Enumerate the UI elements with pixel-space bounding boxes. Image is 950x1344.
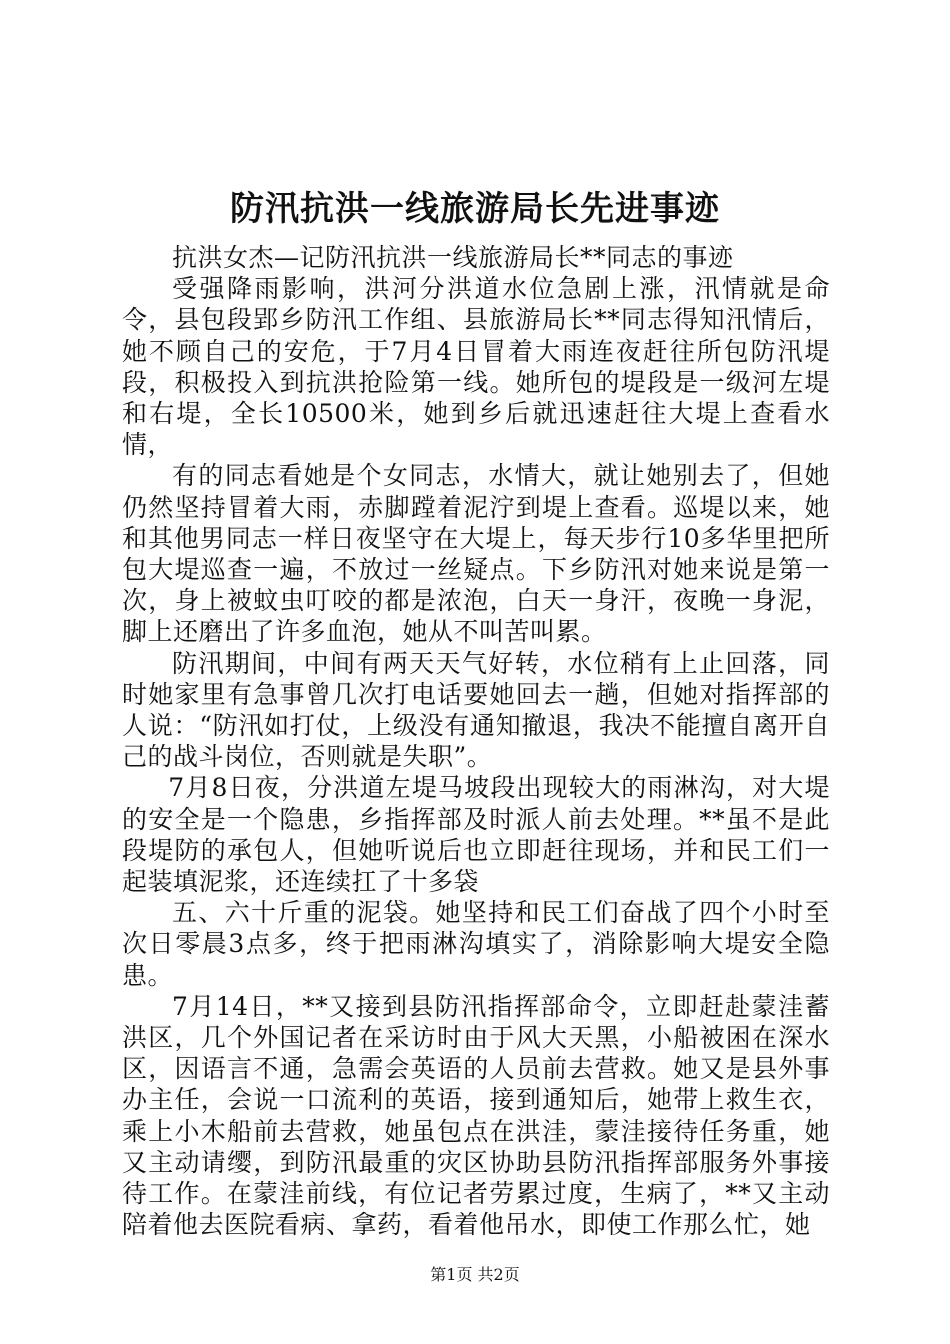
body-paragraph: 防汛期间，中间有两天天气好转，水位稍有上止回落，同时她家里有急事曾几次打电话要她回去一趟，但她对指挥部的人说：“防汛如打仗，上级没有通知撤退，我决不能擅自离开自己的战斗岗位，否则就是失职”。	[122, 648, 830, 772]
document-title: 防汛抗洪一线旅游局长先进事迹	[230, 189, 720, 229]
body-paragraph: 有的同志看她是个女同志，水情大，就让她别去了，但她仍然坚持冒着大雨，赤脚蹚着泥泞到堤上查看。巡堤以来，她和其他男同志一样日夜坚守在大堤上，每天步行10多华里把所包大堤巡查一遍，不放过一丝疑点。下乡防汛对她来说是第一次，身上被蚊虫叮咬的都是浓泡，白天一身汗，夜晚一身泥，脚上还磨出了许多血泡，她从不叫苦叫累。	[122, 461, 830, 647]
subtitle-paragraph: 抗洪女杰—记防汛抗洪一线旅游局长**同志的事迹	[172, 243, 734, 272]
body-paragraph: 7月14日，**又接到县防汛指挥部命令，立即赶赴蒙洼蓄洪区，几个外国记者在采访时由于风大天黑，小船被困在深水区，因语言不通，急需会英语的人员前去营救。她又是县外事办主任，会说一口流利的英语，接到通知后，她带上救生衣，乘上小木船前去营救，她虽包点在洪洼，蒙洼接待任务重，她又主动请缨，到防汛最重的灾区协助县防汛指挥部服务外事接待工作。在蒙洼前线，有位记者劳累过度，生病了，**又主动陪着他去医院看病、拿药，看着他吊水，即使工作那么忙，她	[122, 991, 830, 1240]
page-number-footer: 第1页 共2页	[430, 1265, 520, 1284]
body-paragraph: 受强降雨影响，洪河分洪道水位急剧上涨，汛情就是命令，县包段郢乡防汛工作组、县旅游局长**同志得知汛情后，她不顾自己的安危，于7月4日冒着大雨连夜赶往所包防汛堤段，积极投入到抗洪抢险第一线。她所包的堤段是一级河左堤和右堤，全长10500米，她到乡后就迅速赶往大堤上查看水情，	[122, 274, 830, 460]
body-paragraph: 五、六十斤重的泥袋。她坚持和民工们奋战了四个小时至次日零晨3点多，终于把雨淋沟填实了，消除影响大堤安全隐患。	[122, 898, 830, 990]
document-body	[122, 242, 830, 1241]
body-paragraph: 7月8日夜，分洪道左堤马坡段出现较大的雨淋沟，对大堤的安全是一个隐患，乡指挥部及时派人前去处理。**虽不是此段堤防的承包人，但她听说后也立即赶往现场，并和民工们一起装填泥浆，还连续扛了十多袋	[122, 773, 830, 897]
